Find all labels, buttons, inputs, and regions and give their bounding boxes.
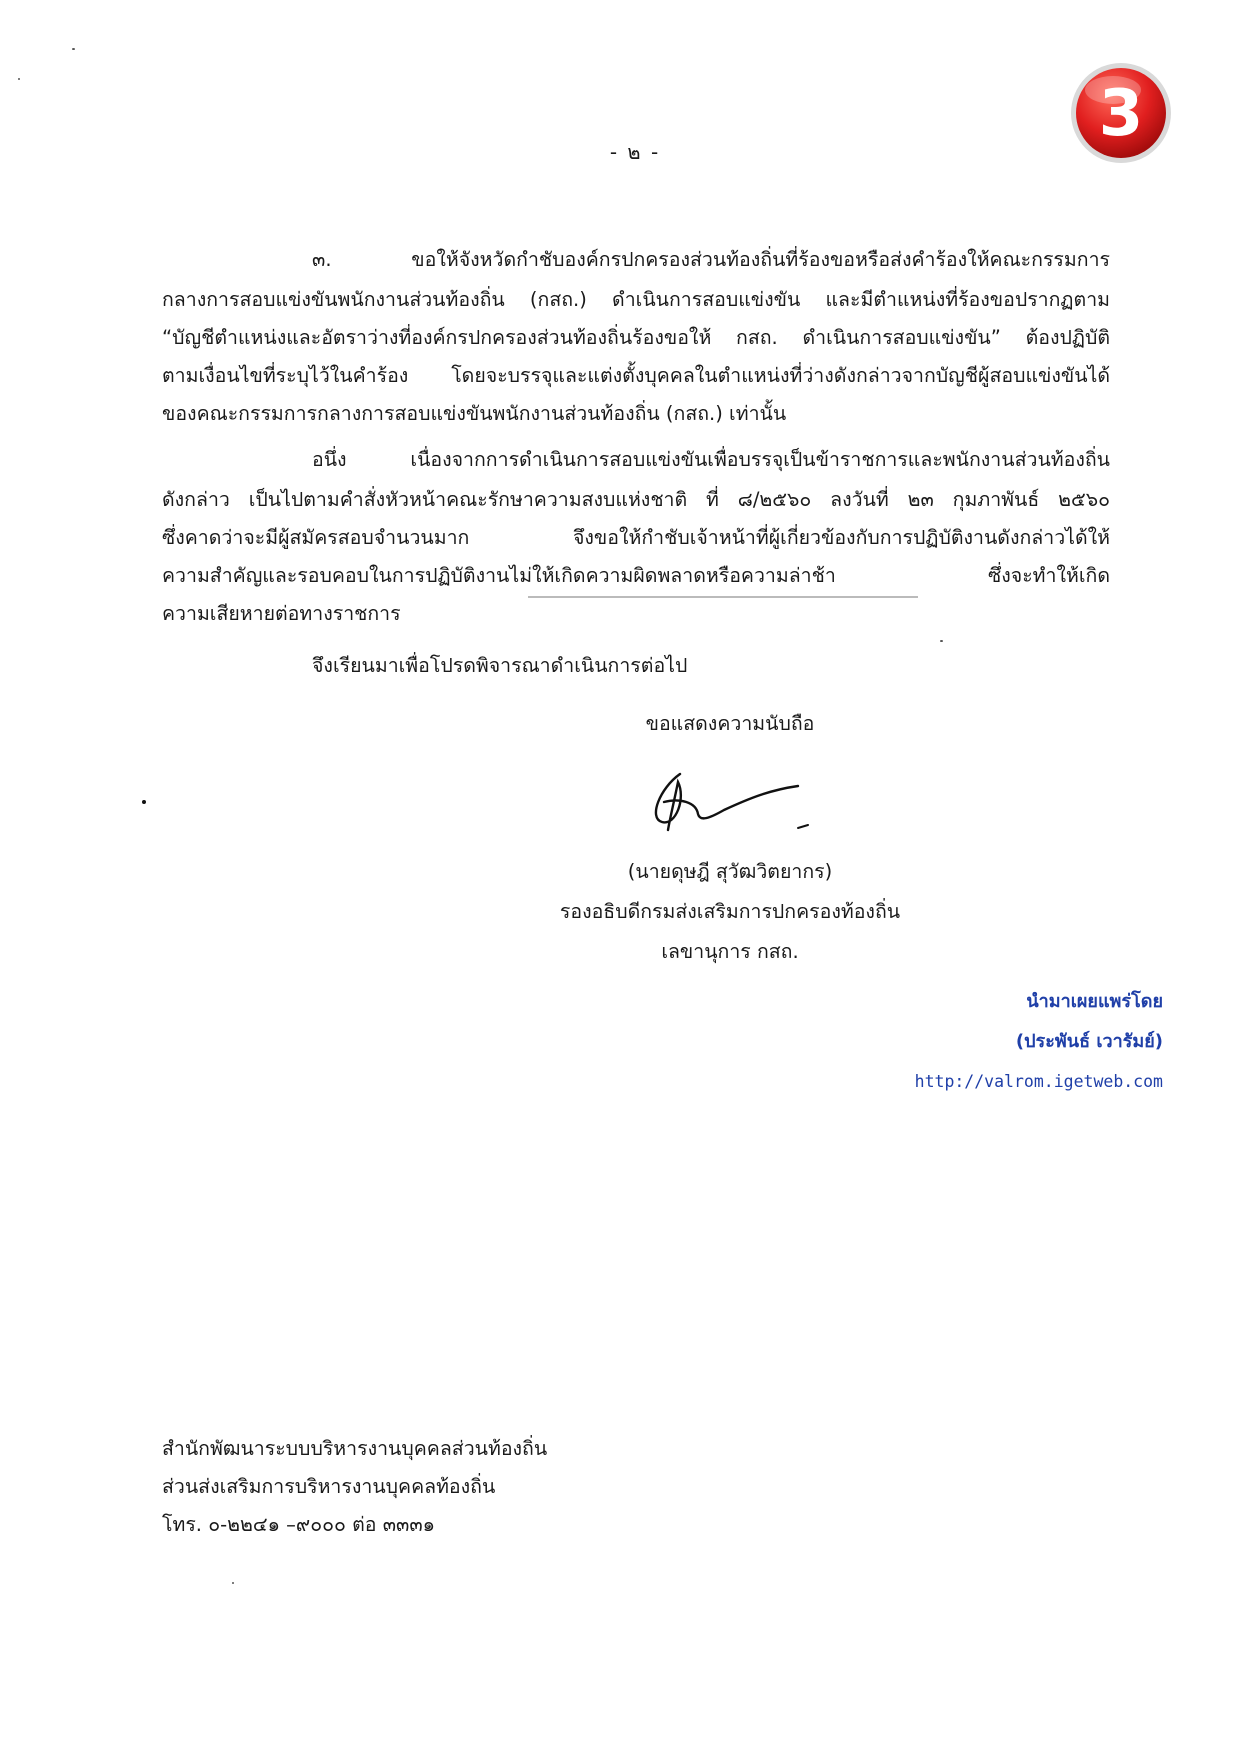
paragraph-1-line-2: กลางการสอบแข่งขันพนักงานส่วนท้องถิ่น (กสถ.) ดำเนินการสอบแข่งขัน และมีตำแหน่งที่ร้องขอปรากฏตาม [162,288,1110,311]
paragraph-2-line-3: ซึ่งคาดว่าจะมีผู้สมัครสอบจำนวนมาก จึงขอให้กำชับเจ้าหน้าที่ผู้เกี่ยวข้องกับการปฏิบัติงานดังกล่าวได้ให้ [162,526,1110,549]
scan-speck [142,800,146,804]
page-number: - ๒ - [609,140,661,164]
footer-division: ส่วนส่งเสริมการบริหารงานบุคคลท้องถิ่น [162,1475,496,1498]
closing-request: จึงเรียนมาเพื่อโปรดพิจารณาดำเนินการต่อไป [312,654,688,677]
credit-url[interactable]: http://valrom.igetweb.com [914,1072,1163,1091]
signature-graphic [640,758,820,838]
paragraph-1-line-1: ๓. ขอให้จังหวัดกำชับองค์กรปกครองส่วนท้องถิ่นที่ร้องขอหรือส่งคำร้องให้คณะกรรมการ [312,248,1110,271]
logo-text: 3 [1098,77,1144,151]
paragraph-2-line-4: ความสำคัญและรอบคอบในการปฏิบัติงานไม่ให้เกิดความผิดพลาดหรือความล่าช้า ซึ่งจะทำให้เกิด [162,564,1110,587]
paragraph-2-line-1: อนึ่ง เนื่องจากการดำเนินการสอบแข่งขันเพื่อบรรจุเป็นข้าราชการและพนักงานส่วนท้องถิ่น [312,448,1110,471]
channel-3-logo [1068,60,1174,166]
signature-image [640,758,820,838]
paragraph-1-line-5: ของคณะกรรมการกลางการสอบแข่งขันพนักงานส่วนท้องถิ่น (กสถ.) เท่านั้น [162,402,787,425]
signatory-role: เลขานุการ กสถ. [661,940,799,963]
signatory-position: รองอธิบดีกรมส่งเสริมการปกครองท้องถิ่น [559,900,901,923]
credit-name: (ประพันธ์ เวารัมย์) [1015,1031,1163,1052]
footer-phone: โทร. ๐-๒๒๔๑ –๙๐๐๐ ต่อ ๓๓๓๑ [162,1513,436,1536]
paragraph-1-line-3: “บัญชีตำแหน่งและอัตราว่างที่องค์กรปกครองส่วนท้องถิ่นร้องขอให้ กสถ. ดำเนินการสอบแข่งขัน” ต้องปฏิบัติ [162,326,1110,349]
credit-label: นำมาเผยแพร่โดย [1026,991,1163,1012]
paragraph-1-line-4: ตามเงื่อนไขที่ระบุไว้ในคำร้อง โดยจะบรรจุและแต่งตั้งบุคคลในตำแหน่งที่ว่างดังกล่าวจากบัญชีผู้สอบแข่งขันได้ [162,364,1110,387]
pen-underline [528,596,918,598]
closing-salutation: ขอแสดงความนับถือ [645,712,815,735]
scan-speck [18,78,20,80]
logo-graphic [1068,60,1174,166]
paragraph-2-line-5: ความเสียหายต่อทางราชการ [162,602,401,625]
scan-speck [232,1582,234,1584]
scan-speck [940,640,943,642]
paragraph-2-line-2: ดังกล่าว เป็นไปตามคำสั่งหัวหน้าคณะรักษาความสงบแห่งชาติ ที่ ๘/๒๕๖๐ ลงวันที่ ๒๓ กุมภาพันธ์ ๒๕๖๐ [162,488,1110,511]
signatory-name: (นายดุษฎี สุวัฒวิตยากร) [627,860,833,883]
footer-office: สำนักพัฒนาระบบบริหารงานบุคคลส่วนท้องถิ่น [162,1437,548,1460]
scan-speck [72,48,75,50]
